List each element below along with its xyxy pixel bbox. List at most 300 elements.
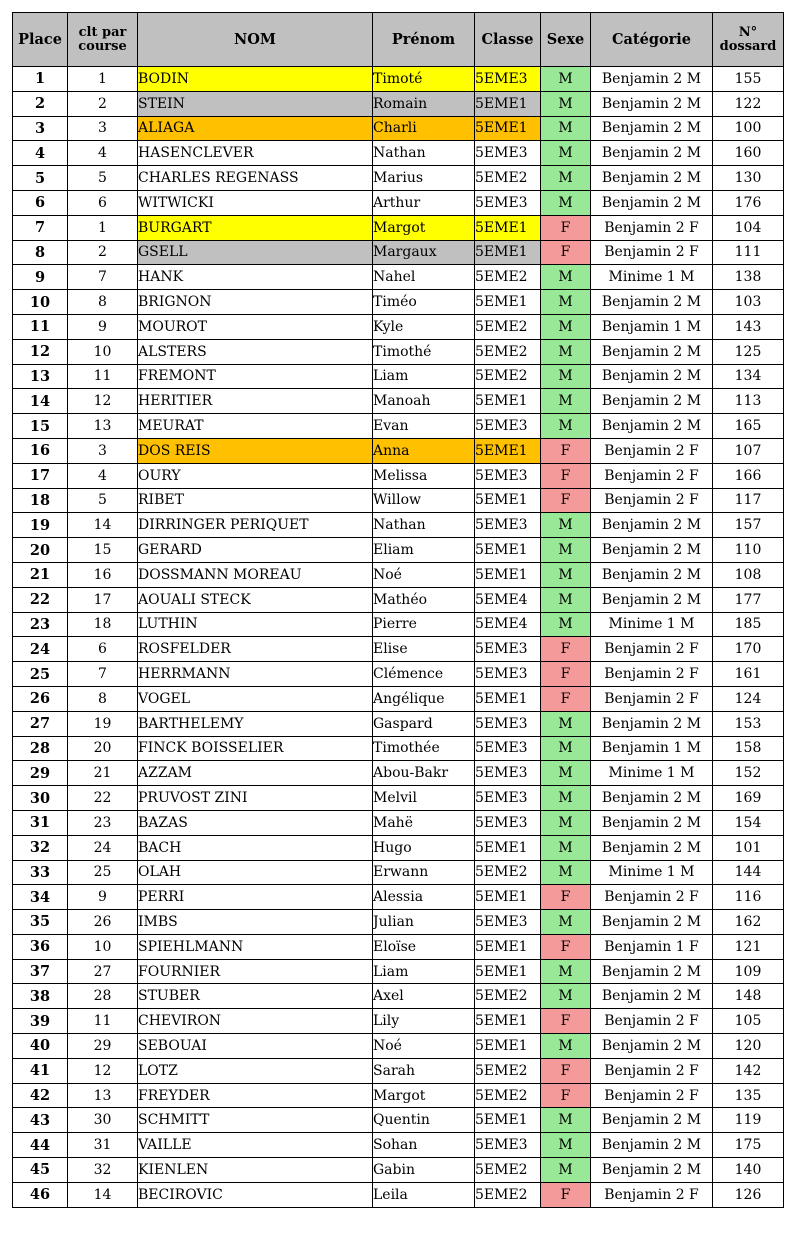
cell-classe: 5EME1 <box>475 562 541 587</box>
cell-place: 9 <box>13 265 68 290</box>
cell-place: 12 <box>13 339 68 364</box>
cell-categorie: Benjamin 2 F <box>591 686 713 711</box>
cell-sexe: M <box>541 860 591 885</box>
cell-nom: BURGART <box>138 215 373 240</box>
cell-prenom: Pierre <box>373 612 475 637</box>
cell-classe: 5EME1 <box>475 835 541 860</box>
cell-dossard: 116 <box>713 885 784 910</box>
cell-prenom: Romain <box>373 91 475 116</box>
table-row <box>13 1009 784 1034</box>
cell-dossard: 161 <box>713 662 784 687</box>
table-row <box>13 339 784 364</box>
cell-prenom: Mathéo <box>373 587 475 612</box>
cell-prenom: Evan <box>373 414 475 439</box>
cell-classe: 5EME1 <box>475 1034 541 1059</box>
cell-place: 26 <box>13 686 68 711</box>
table-row <box>13 1158 784 1183</box>
cell-place: 16 <box>13 438 68 463</box>
cell-sexe: M <box>541 166 591 191</box>
cell-dossard: 152 <box>713 761 784 786</box>
cell-sexe: M <box>541 810 591 835</box>
cell-prenom: Timoté <box>373 67 475 92</box>
cell-nom: MOUROT <box>138 314 373 339</box>
cell-nom: KIENLEN <box>138 1158 373 1183</box>
cell-categorie: Benjamin 2 F <box>591 215 713 240</box>
cell-categorie: Benjamin 2 F <box>591 1009 713 1034</box>
cell-prenom: Margot <box>373 1083 475 1108</box>
cell-classe: 5EME1 <box>475 488 541 513</box>
cell-clt: 29 <box>68 1034 138 1059</box>
table-row <box>13 810 784 835</box>
cell-classe: 5EME1 <box>475 389 541 414</box>
table-row <box>13 190 784 215</box>
table-row <box>13 141 784 166</box>
cell-dossard: 148 <box>713 984 784 1009</box>
cell-dossard: 100 <box>713 116 784 141</box>
table-row <box>13 166 784 191</box>
cell-clt: 12 <box>68 1058 138 1083</box>
cell-categorie: Benjamin 2 M <box>591 67 713 92</box>
cell-classe: 5EME2 <box>475 364 541 389</box>
cell-prenom: Axel <box>373 984 475 1009</box>
table-row <box>13 1034 784 1059</box>
cell-clt: 9 <box>68 885 138 910</box>
cell-nom: FOURNIER <box>138 959 373 984</box>
cell-nom: HERRMANN <box>138 662 373 687</box>
cell-dossard: 113 <box>713 389 784 414</box>
cell-nom: BRIGNON <box>138 290 373 315</box>
cell-clt: 5 <box>68 166 138 191</box>
cell-place: 32 <box>13 835 68 860</box>
cell-prenom: Clémence <box>373 662 475 687</box>
cell-classe: 5EME3 <box>475 637 541 662</box>
cell-clt: 2 <box>68 91 138 116</box>
cell-classe: 5EME3 <box>475 711 541 736</box>
cell-prenom: Elise <box>373 637 475 662</box>
table-row <box>13 538 784 563</box>
cell-dossard: 140 <box>713 1158 784 1183</box>
table-row <box>13 215 784 240</box>
cell-classe: 5EME3 <box>475 513 541 538</box>
cell-dossard: 176 <box>713 190 784 215</box>
cell-classe: 5EME3 <box>475 190 541 215</box>
table-row <box>13 463 784 488</box>
cell-place: 22 <box>13 587 68 612</box>
cell-categorie: Benjamin 2 M <box>591 166 713 191</box>
cell-categorie: Benjamin 2 M <box>591 562 713 587</box>
table-row <box>13 513 784 538</box>
cell-nom: GSELL <box>138 240 373 265</box>
cell-sexe: M <box>541 835 591 860</box>
cell-dossard: 157 <box>713 513 784 538</box>
cell-categorie: Benjamin 2 M <box>591 835 713 860</box>
cell-nom: FREMONT <box>138 364 373 389</box>
cell-clt: 2 <box>68 240 138 265</box>
cell-clt: 10 <box>68 934 138 959</box>
cell-prenom: Nathan <box>373 513 475 538</box>
cell-sexe: M <box>541 513 591 538</box>
table-row <box>13 885 784 910</box>
table-row <box>13 116 784 141</box>
cell-dossard: 120 <box>713 1034 784 1059</box>
cell-dossard: 175 <box>713 1133 784 1158</box>
cell-clt: 9 <box>68 314 138 339</box>
cell-sexe: M <box>541 562 591 587</box>
cell-nom: STUBER <box>138 984 373 1009</box>
cell-prenom: Noé <box>373 1034 475 1059</box>
cell-sexe: F <box>541 1182 591 1207</box>
cell-prenom: Liam <box>373 959 475 984</box>
cell-place: 39 <box>13 1009 68 1034</box>
cell-nom: OURY <box>138 463 373 488</box>
cell-sexe: M <box>541 116 591 141</box>
cell-dossard: 130 <box>713 166 784 191</box>
cell-classe: 5EME3 <box>475 910 541 935</box>
header-sexe: Sexe <box>541 13 591 67</box>
cell-classe: 5EME2 <box>475 265 541 290</box>
cell-clt: 7 <box>68 265 138 290</box>
cell-prenom: Melvil <box>373 786 475 811</box>
cell-classe: 5EME3 <box>475 810 541 835</box>
cell-classe: 5EME4 <box>475 612 541 637</box>
cell-prenom: Charli <box>373 116 475 141</box>
header-place: Place <box>13 13 68 67</box>
cell-sexe: M <box>541 984 591 1009</box>
cell-clt: 16 <box>68 562 138 587</box>
cell-classe: 5EME1 <box>475 1108 541 1133</box>
cell-clt: 1 <box>68 67 138 92</box>
cell-prenom: Willow <box>373 488 475 513</box>
cell-prenom: Gabin <box>373 1158 475 1183</box>
cell-nom: HASENCLEVER <box>138 141 373 166</box>
cell-dossard: 105 <box>713 1009 784 1034</box>
table-row <box>13 637 784 662</box>
cell-sexe: M <box>541 1133 591 1158</box>
cell-clt: 10 <box>68 339 138 364</box>
table-row <box>13 1083 784 1108</box>
cell-categorie: Benjamin 2 M <box>591 1108 713 1133</box>
cell-nom: SEBOUAI <box>138 1034 373 1059</box>
cell-clt: 30 <box>68 1108 138 1133</box>
cell-sexe: M <box>541 786 591 811</box>
cell-dossard: 101 <box>713 835 784 860</box>
cell-dossard: 138 <box>713 265 784 290</box>
cell-sexe: M <box>541 1034 591 1059</box>
table-row <box>13 240 784 265</box>
cell-classe: 5EME3 <box>475 662 541 687</box>
cell-classe: 5EME1 <box>475 290 541 315</box>
cell-sexe: M <box>541 67 591 92</box>
header-prenom: Prénom <box>373 13 475 67</box>
cell-classe: 5EME2 <box>475 1058 541 1083</box>
cell-prenom: Arthur <box>373 190 475 215</box>
cell-sexe: M <box>541 1158 591 1183</box>
cell-nom: ALSTERS <box>138 339 373 364</box>
cell-categorie: Benjamin 2 M <box>591 786 713 811</box>
cell-nom: BECIROVIC <box>138 1182 373 1207</box>
cell-place: 17 <box>13 463 68 488</box>
cell-sexe: F <box>541 1009 591 1034</box>
cell-categorie: Benjamin 2 M <box>591 414 713 439</box>
cell-clt: 1 <box>68 215 138 240</box>
table-row <box>13 389 784 414</box>
cell-prenom: Liam <box>373 364 475 389</box>
cell-dossard: 104 <box>713 215 784 240</box>
cell-nom: LUTHIN <box>138 612 373 637</box>
results-table <box>12 12 784 1208</box>
cell-clt: 12 <box>68 389 138 414</box>
cell-place: 4 <box>13 141 68 166</box>
cell-classe: 5EME2 <box>475 1158 541 1183</box>
cell-sexe: M <box>541 761 591 786</box>
cell-dossard: 143 <box>713 314 784 339</box>
cell-clt: 20 <box>68 736 138 761</box>
cell-place: 1 <box>13 67 68 92</box>
cell-prenom: Timothée <box>373 736 475 761</box>
cell-categorie: Minime 1 M <box>591 860 713 885</box>
cell-clt: 32 <box>68 1158 138 1183</box>
cell-clt: 4 <box>68 141 138 166</box>
cell-place: 27 <box>13 711 68 736</box>
cell-categorie: Benjamin 2 M <box>591 810 713 835</box>
cell-nom: ALIAGA <box>138 116 373 141</box>
cell-dossard: 144 <box>713 860 784 885</box>
cell-clt: 26 <box>68 910 138 935</box>
cell-nom: BACH <box>138 835 373 860</box>
cell-nom: CHEVIRON <box>138 1009 373 1034</box>
cell-classe: 5EME3 <box>475 141 541 166</box>
cell-clt: 21 <box>68 761 138 786</box>
cell-classe: 5EME3 <box>475 736 541 761</box>
cell-sexe: F <box>541 215 591 240</box>
cell-clt: 28 <box>68 984 138 1009</box>
cell-place: 11 <box>13 314 68 339</box>
cell-nom: FINCK BOISSELIER <box>138 736 373 761</box>
cell-sexe: F <box>541 885 591 910</box>
cell-sexe: M <box>541 339 591 364</box>
table-row <box>13 711 784 736</box>
cell-categorie: Benjamin 2 M <box>591 364 713 389</box>
cell-sexe: M <box>541 414 591 439</box>
cell-categorie: Benjamin 2 M <box>591 290 713 315</box>
cell-dossard: 107 <box>713 438 784 463</box>
cell-place: 20 <box>13 538 68 563</box>
cell-nom: MEURAT <box>138 414 373 439</box>
cell-prenom: Erwann <box>373 860 475 885</box>
cell-categorie: Benjamin 2 M <box>591 190 713 215</box>
cell-sexe: F <box>541 488 591 513</box>
cell-classe: 5EME1 <box>475 215 541 240</box>
cell-sexe: M <box>541 587 591 612</box>
cell-categorie: Benjamin 2 F <box>591 885 713 910</box>
cell-prenom: Noé <box>373 562 475 587</box>
cell-classe: 5EME2 <box>475 860 541 885</box>
cell-nom: ROSFELDER <box>138 637 373 662</box>
cell-classe: 5EME2 <box>475 1083 541 1108</box>
cell-place: 45 <box>13 1158 68 1183</box>
cell-dossard: 158 <box>713 736 784 761</box>
cell-place: 2 <box>13 91 68 116</box>
table-row <box>13 1058 784 1083</box>
cell-clt: 14 <box>68 513 138 538</box>
cell-sexe: F <box>541 1083 591 1108</box>
cell-place: 10 <box>13 290 68 315</box>
cell-classe: 5EME3 <box>475 761 541 786</box>
cell-prenom: Quentin <box>373 1108 475 1133</box>
cell-dossard: 119 <box>713 1108 784 1133</box>
cell-categorie: Benjamin 2 F <box>591 1083 713 1108</box>
table-row <box>13 959 784 984</box>
cell-clt: 8 <box>68 686 138 711</box>
cell-clt: 11 <box>68 1009 138 1034</box>
table-row <box>13 562 784 587</box>
cell-nom: AOUALI STECK <box>138 587 373 612</box>
cell-classe: 5EME1 <box>475 538 541 563</box>
cell-prenom: Julian <box>373 910 475 935</box>
cell-dossard: 154 <box>713 810 784 835</box>
cell-sexe: M <box>541 190 591 215</box>
cell-place: 23 <box>13 612 68 637</box>
cell-categorie: Benjamin 2 M <box>591 1133 713 1158</box>
cell-sexe: M <box>541 91 591 116</box>
cell-classe: 5EME1 <box>475 116 541 141</box>
cell-dossard: 108 <box>713 562 784 587</box>
cell-clt: 13 <box>68 1083 138 1108</box>
cell-categorie: Benjamin 2 F <box>591 1058 713 1083</box>
table-row <box>13 314 784 339</box>
cell-sexe: F <box>541 240 591 265</box>
cell-nom: LOTZ <box>138 1058 373 1083</box>
cell-sexe: F <box>541 438 591 463</box>
cell-nom: AZZAM <box>138 761 373 786</box>
cell-prenom: Angélique <box>373 686 475 711</box>
cell-place: 43 <box>13 1108 68 1133</box>
cell-place: 8 <box>13 240 68 265</box>
cell-categorie: Benjamin 2 M <box>591 141 713 166</box>
cell-nom: BODIN <box>138 67 373 92</box>
cell-clt: 3 <box>68 438 138 463</box>
cell-dossard: 153 <box>713 711 784 736</box>
cell-dossard: 121 <box>713 934 784 959</box>
cell-prenom: Timéo <box>373 290 475 315</box>
cell-dossard: 135 <box>713 1083 784 1108</box>
table-row <box>13 860 784 885</box>
cell-classe: 5EME3 <box>475 414 541 439</box>
cell-sexe: M <box>541 711 591 736</box>
cell-nom: BARTHELEMY <box>138 711 373 736</box>
cell-sexe: F <box>541 463 591 488</box>
cell-prenom: Eloïse <box>373 934 475 959</box>
header-nom: NOM <box>138 13 373 67</box>
cell-classe: 5EME2 <box>475 339 541 364</box>
cell-nom: PERRI <box>138 885 373 910</box>
cell-clt: 24 <box>68 835 138 860</box>
cell-clt: 22 <box>68 786 138 811</box>
cell-place: 34 <box>13 885 68 910</box>
cell-clt: 7 <box>68 662 138 687</box>
cell-clt: 11 <box>68 364 138 389</box>
table-header <box>13 13 784 67</box>
cell-clt: 25 <box>68 860 138 885</box>
cell-nom: HERITIER <box>138 389 373 414</box>
cell-nom: STEIN <box>138 91 373 116</box>
cell-sexe: F <box>541 934 591 959</box>
header-classe: Classe <box>475 13 541 67</box>
cell-categorie: Benjamin 2 M <box>591 1158 713 1183</box>
cell-dossard: 117 <box>713 488 784 513</box>
cell-sexe: M <box>541 612 591 637</box>
cell-place: 29 <box>13 761 68 786</box>
cell-dossard: 111 <box>713 240 784 265</box>
cell-classe: 5EME3 <box>475 1133 541 1158</box>
cell-prenom: Lily <box>373 1009 475 1034</box>
cell-place: 25 <box>13 662 68 687</box>
cell-categorie: Benjamin 2 M <box>591 339 713 364</box>
cell-prenom: Marius <box>373 166 475 191</box>
cell-prenom: Sarah <box>373 1058 475 1083</box>
cell-categorie: Benjamin 1 M <box>591 314 713 339</box>
cell-nom: VAILLE <box>138 1133 373 1158</box>
cell-prenom: Eliam <box>373 538 475 563</box>
cell-sexe: M <box>541 1108 591 1133</box>
table-row <box>13 736 784 761</box>
cell-classe: 5EME1 <box>475 1009 541 1034</box>
cell-prenom: Manoah <box>373 389 475 414</box>
table-body <box>13 67 784 1208</box>
cell-place: 28 <box>13 736 68 761</box>
cell-place: 6 <box>13 190 68 215</box>
header-dossard: N° dossard <box>713 13 784 67</box>
table-row <box>13 761 784 786</box>
header-row <box>13 13 784 67</box>
cell-clt: 19 <box>68 711 138 736</box>
cell-prenom: Abou-Bakr <box>373 761 475 786</box>
table-row <box>13 67 784 92</box>
cell-prenom: Hugo <box>373 835 475 860</box>
cell-nom: RIBET <box>138 488 373 513</box>
cell-dossard: 169 <box>713 786 784 811</box>
table-row <box>13 1133 784 1158</box>
cell-classe: 5EME2 <box>475 984 541 1009</box>
cell-nom: BAZAS <box>138 810 373 835</box>
cell-prenom: Margot <box>373 215 475 240</box>
cell-place: 41 <box>13 1058 68 1083</box>
cell-categorie: Benjamin 1 F <box>591 934 713 959</box>
cell-classe: 5EME1 <box>475 91 541 116</box>
table-row <box>13 587 784 612</box>
table-row <box>13 686 784 711</box>
cell-classe: 5EME3 <box>475 463 541 488</box>
cell-prenom: Gaspard <box>373 711 475 736</box>
cell-sexe: M <box>541 910 591 935</box>
cell-sexe: M <box>541 538 591 563</box>
cell-nom: PRUVOST ZINI <box>138 786 373 811</box>
cell-prenom: Timothé <box>373 339 475 364</box>
cell-categorie: Benjamin 2 F <box>591 662 713 687</box>
cell-nom: SPIEHLMANN <box>138 934 373 959</box>
table-row <box>13 290 784 315</box>
cell-dossard: 142 <box>713 1058 784 1083</box>
table-row <box>13 91 784 116</box>
cell-dossard: 155 <box>713 67 784 92</box>
table-row <box>13 786 784 811</box>
cell-categorie: Minime 1 M <box>591 612 713 637</box>
table-row <box>13 835 784 860</box>
cell-place: 40 <box>13 1034 68 1059</box>
cell-classe: 5EME2 <box>475 314 541 339</box>
cell-place: 46 <box>13 1182 68 1207</box>
cell-place: 13 <box>13 364 68 389</box>
